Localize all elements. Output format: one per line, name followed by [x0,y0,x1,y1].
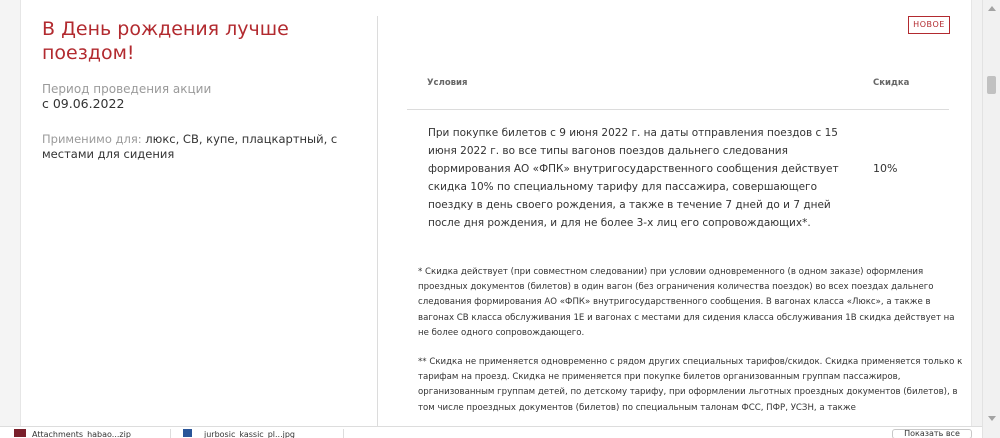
download-item-1[interactable]: Attachments_habao...zip [32,430,131,438]
scrollbar-thumb[interactable] [987,76,996,94]
applicable-value: люкс, СВ, купе, плацкартный, с местами для сидения [42,132,338,161]
applicable-label: Применимо для: [42,132,142,146]
archive-file-icon [14,429,26,437]
new-badge: НОВОЕ [908,16,950,34]
download-bar [0,426,982,438]
browser-left-gutter [0,0,20,438]
promo-details [378,0,972,426]
conditions-cell: При покупке билетов с 9 июня 2022 г. на даты отправления поездов с 15 июня 2022 г. во все типы вагонов поездов дальнего следования формирования АО «ФПК» внутригосударственного сообщения действует скидка 10% по специальному тарифу для пассажира, совершающего поездку в день своего рождения, а также в течение 7 дней до и 7 дней после дня рождения, и для не более 3-х лиц его сопровождающих*. [428,127,839,229]
promo-summary [21,0,377,426]
download-separator [343,429,344,438]
period-value: с 09.06.2022 [42,96,125,111]
promo-card [20,0,972,426]
scroll-down-arrow-icon[interactable] [988,416,996,421]
scroll-up-arrow-icon[interactable] [988,6,996,11]
applicable-for [42,132,367,162]
promo-title: В День рождения лучше поездом! [42,18,289,64]
discount-cell: 10% [873,162,898,175]
show-all-downloads-button[interactable]: Показать все [892,429,972,438]
download-separator [170,429,171,438]
column-header-discount: Скидка [873,78,910,88]
period-label: Период проведения акции [42,82,212,96]
conditions-table-header [407,76,949,110]
column-header-conditions: Условия [427,78,468,88]
image-file-icon [183,429,192,437]
page-scrollbar[interactable] [982,0,1000,438]
footnote-2: ** Скидка не применяется одновременно с рядом других специальных тарифов/скидок. Скидка применяется только к тарифам на проезд. Скидка не применяется при покупке билетов организованным группам пассажиров, организованным группам детей, по детскому тарифу, при оформлении льготных проездных документов (билетов), в том числе проездных документов (билетов) по специальным талонам ФСС, ПФР, УСЗН, а также [418,357,963,413]
download-item-2[interactable]: jurbosic_kassic_pl...jpg [204,430,296,438]
footnote-1: * Скидка действует (при совместном следовании) при условии одновременного (в одном заказе) оформления проездных документов (билетов) в один вагон (без ограничения количества поездок) во всех поездах дальнего следования формирования АО «ФПК» внутригосударственного сообщения. В вагонах класса «Люкс», а также в вагонах СВ класса обслуживания 1Е и вагонах с местами для сидения класса обслуживания 1В скидка действует на не более одного сопровождающего. [418,267,955,338]
